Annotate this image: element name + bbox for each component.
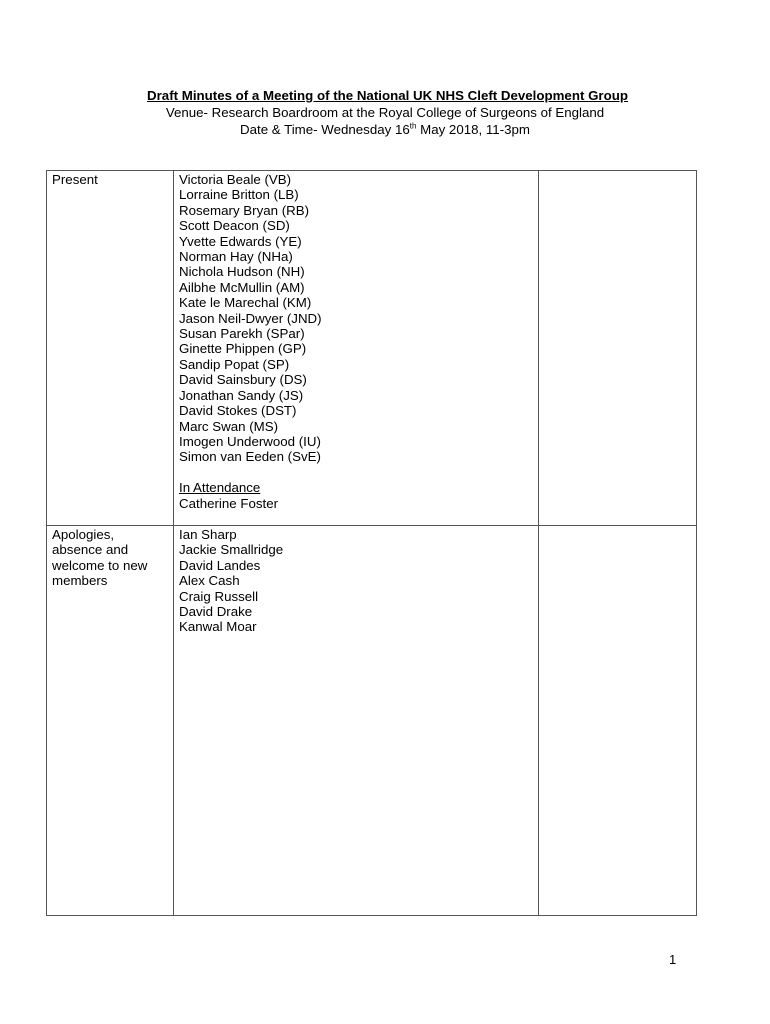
present-member: Victoria Beale (VB) [179, 172, 292, 187]
apologies-row [47, 526, 697, 916]
apologies-label-line: Apologies, [52, 527, 115, 542]
present-member: Rosemary Bryan (RB) [179, 202, 310, 218]
in-attendance-heading: In Attendance [179, 480, 261, 496]
present-member: Imogen Underwood (IU) [179, 433, 321, 449]
apologies-label-line: absence and [52, 542, 129, 558]
date-time-line [0, 121, 770, 138]
present-member: Simon van Eeden (SvE) [179, 449, 321, 465]
apologies-label-line: welcome to new [52, 557, 148, 573]
present-member: Sandip Popat (SP) [179, 356, 290, 372]
present-member: Jonathan Sandy (JS) [179, 387, 304, 403]
present-member: Norman Hay (NHa) [179, 249, 293, 265]
apologies-member: Craig Russell [179, 588, 259, 604]
apologies-notes-cell [539, 526, 697, 916]
apologies-member: Jackie Smallridge [179, 542, 284, 558]
present-member: Kate le Marechal (KM) [179, 295, 312, 311]
apologies-member: Alex Cash [179, 573, 240, 589]
date-ordinal-suffix: th [409, 121, 417, 131]
date-prefix: Date & Time- Wednesday 16 [240, 122, 410, 137]
present-member: Lorraine Britton (LB) [179, 187, 299, 203]
present-member: Nichola Hudson (NH) [179, 264, 305, 280]
present-member: Yvette Edwards (YE) [179, 233, 302, 249]
page-number: 1 [669, 952, 677, 967]
apologies-names-cell [174, 526, 539, 916]
attendance-member: Catherine Foster [179, 495, 279, 511]
apologies-member: Kanwal Moar [179, 619, 257, 635]
present-member: David Stokes (DST) [179, 403, 297, 419]
present-member: Susan Parekh (SPar) [179, 326, 305, 342]
apologies-label-cell [47, 526, 174, 916]
present-label-cell [47, 171, 174, 526]
present-notes-cell [539, 171, 697, 526]
apologies-member: Ian Sharp [179, 527, 237, 542]
present-member: Jason Neil-Dwyer (JND) [179, 310, 322, 326]
apologies-label-line: members [52, 573, 108, 589]
venue-line: Venue- Research Boardroom at the Royal College of Surgeons of England [165, 105, 605, 120]
present-member: Ginette Phippen (GP) [179, 341, 307, 357]
present-label: Present [52, 172, 98, 187]
present-member: David Sainsbury (DS) [179, 372, 307, 388]
present-names-cell [174, 171, 539, 526]
apologies-member: David Drake [179, 604, 253, 620]
apologies-member: David Landes [179, 557, 261, 573]
present-member: Scott Deacon (SD) [179, 218, 290, 234]
document-title: Draft Minutes of a Meeting of the National UK NHS Cleft Development Group [147, 88, 628, 103]
present-row [47, 171, 697, 526]
present-member: Marc Swan (MS) [179, 418, 278, 434]
minutes-table [46, 170, 697, 916]
date-suffix: May 2018, 11-3pm [416, 122, 530, 137]
present-member: Ailbhe McMullin (AM) [179, 279, 305, 295]
document-header [0, 87, 770, 138]
